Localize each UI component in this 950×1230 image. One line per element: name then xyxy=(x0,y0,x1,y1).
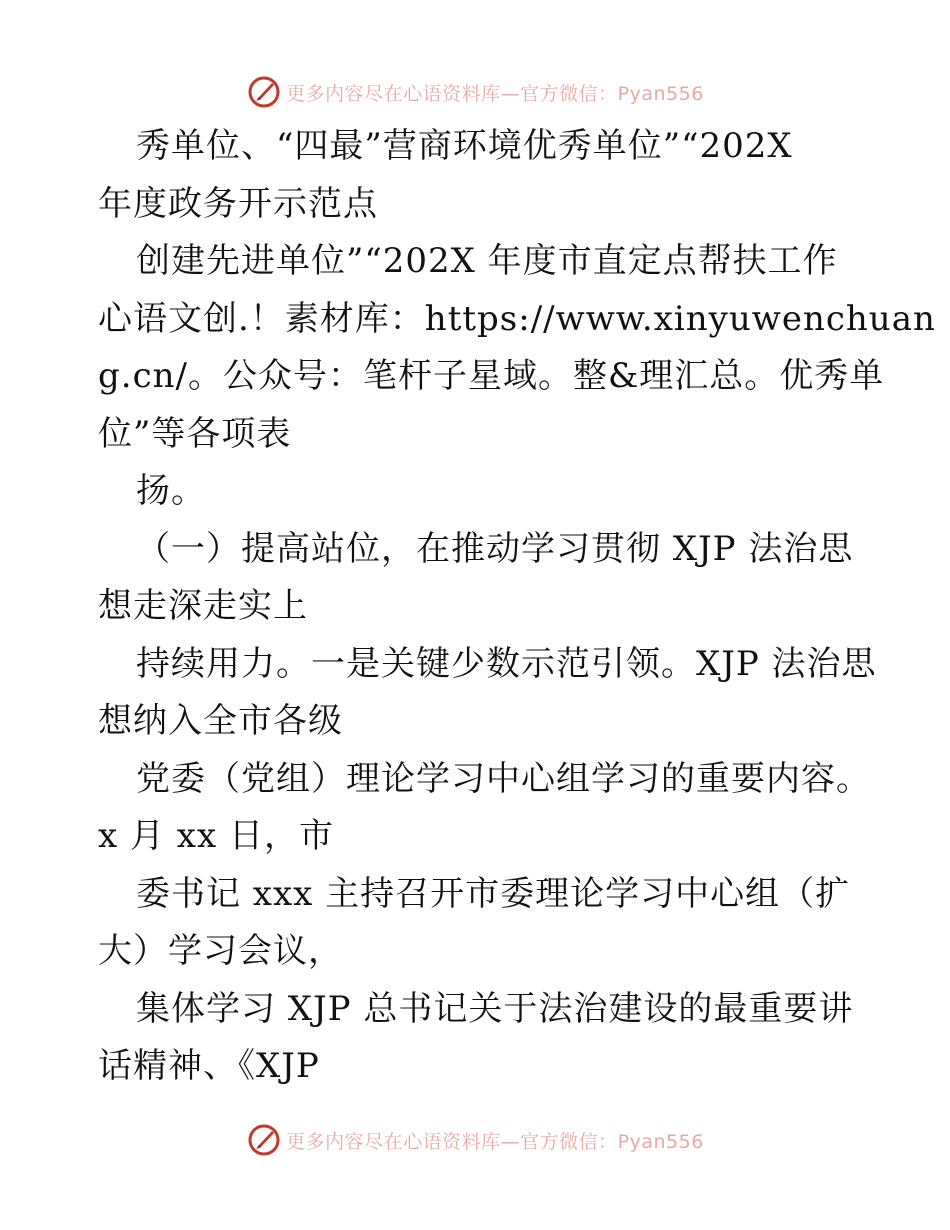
text-line: 创建先进单位”“202X 年度市直定点帮扶工作 xyxy=(136,241,838,281)
quill-logo-icon xyxy=(246,1122,282,1158)
text-line: x 月 xx 日，市 xyxy=(98,816,334,856)
watermark-text: 更多内容尽在心语资料库—官方微信：Pyan556 xyxy=(286,1130,704,1153)
text-line: 心语文创.！素材库：https://www.xinyuwenchuan xyxy=(98,298,936,339)
text-line: 党委（党组）理论学习中心组学习的重要内容。 xyxy=(136,758,871,799)
document-body xyxy=(98,118,936,1096)
text-line: 集体学习 XJP 总书记关于法治建设的最重要讲 xyxy=(136,988,854,1029)
text-line: 话精神、《XJP xyxy=(98,1046,320,1086)
text-line: 想纳入全市各级 xyxy=(98,701,343,741)
text-line: 想走深走实上 xyxy=(98,586,308,626)
text-line: 秀单位、“四最”营商环境优秀单位”“202X xyxy=(136,126,793,166)
watermark-text: 更多内容尽在心语资料库—官方微信：Pyan556 xyxy=(286,82,704,105)
text-line: （一）提高站位，在推动学习贯彻 XJP 法治思 xyxy=(136,528,854,569)
text-line: 位”等各项表 xyxy=(98,413,292,454)
text-line: 委书记 xxx 主持召开市委理论学习中心组（扩 xyxy=(136,873,851,914)
text-line: 年度政务开示范点 xyxy=(98,183,378,224)
quill-logo-icon xyxy=(246,74,282,110)
text-line: g.cn/。公众号：笔杆子星域。整&理汇总。优秀单 xyxy=(98,356,885,396)
text-line: 大）学习会议， xyxy=(98,931,343,971)
header-watermark xyxy=(0,72,950,112)
footer-watermark xyxy=(0,1120,950,1160)
text-line: 持续用力。一是关键少数示范引领。XJP 法治思 xyxy=(136,643,877,684)
text-line: 扬。 xyxy=(136,471,206,511)
